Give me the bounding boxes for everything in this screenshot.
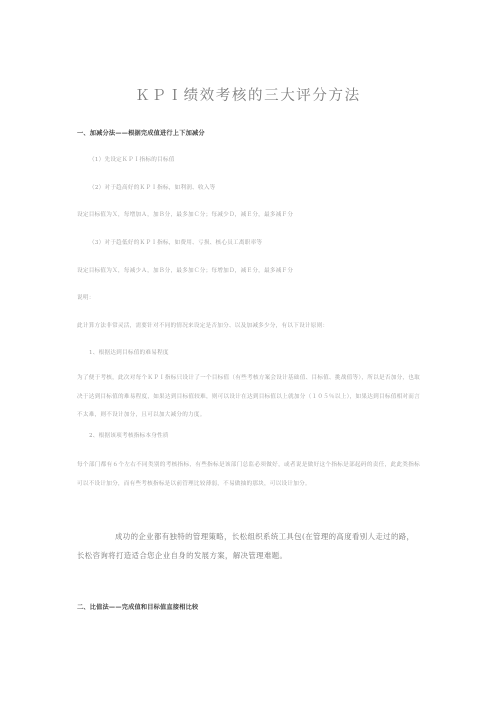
document-title: ＫＰＩ绩效考核的三大评分方法 <box>135 88 361 104</box>
text-line-5: 设定目标值为Ｘ，每减少Ａ，加Ｂ分，最多加Ｃ分；每增加Ｄ，减Ｅ分，最多减Ｆ分 <box>77 268 294 274</box>
text-line-6: 说明： <box>77 295 95 301</box>
text-line-8: 1、根据达到目标值的难易程度 <box>89 350 169 356</box>
text-line-3: 设定目标值为Ｘ，每增加Ａ，加Ｂ分，最多加Ｃ分；每减少Ｄ，减Ｅ分，最多减Ｆ分 <box>77 212 294 218</box>
section-2-heading: 二、比值法——完成值和目标值直接相比较 <box>77 604 199 611</box>
text-line-1: （1）先设定ＫＰＩ指标的目标值 <box>89 157 175 163</box>
text-line-7: 此计算方法非常灵活，需要针对不同的情况来设定是否加分、以及加减多少分，有以下设计原则： <box>77 323 329 329</box>
section-1-heading: 一、加减分法——根据完成值进行上下加减分 <box>77 130 205 137</box>
paragraph-3: 成功的企业都有独特的管理策略，长松组织系统工具包(在管理的高度看别人走过的路，长松咨询将打造适合您企业自身的发展方案，解决管理难题。 <box>77 532 415 560</box>
text-line-2: （2）对于趋高好的ＫＰＩ指标，如利润、收入等 <box>89 185 216 191</box>
paragraph-2: 每个部门都有６个左右不同类别的考核指标，有些指标是该部门总监必须做好，或者说是做好这个指标是部起码的责任，此此类指标可以不设计加分，而有些考核指标是以前管理比较薄弱，不易做抽的那块，可以设计加分。 <box>77 462 420 487</box>
paragraph-1: 为了便于考核，此次对每个ＫＰＩ指标只设计了一个目标值（有些考核方案会设计基础值、目标值、挑战值等），所以是否加分，也取决于达到目标值的难易程度，如果达到目标值较难，则可以设计在达到目标值以上就加分（１０５％以上），如果达到目标值相对而言不太难，则不设计加分，且可以加大减分的力度。 <box>77 375 420 418</box>
text-line-4: （3）对于趋低好的ＫＰＩ指标，如费用、亏损、核心员工离职率等 <box>89 240 263 246</box>
text-line-9: 2、根据该项考核指标本身性质 <box>89 433 169 439</box>
